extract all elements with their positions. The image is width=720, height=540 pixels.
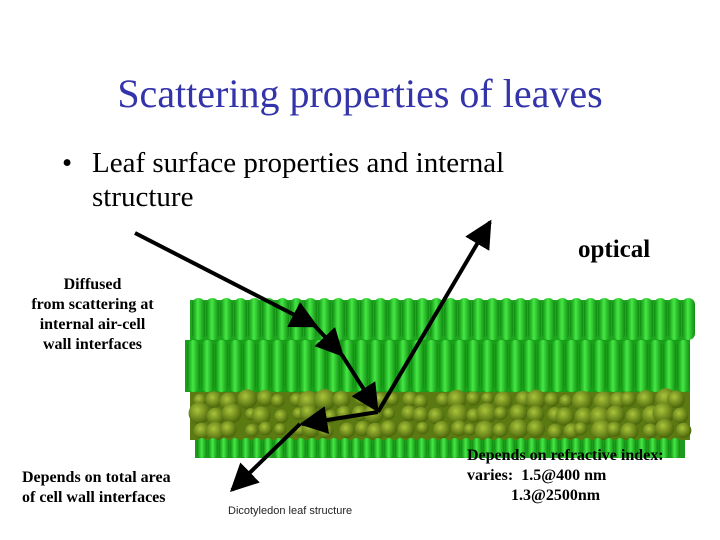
palisade-cell bbox=[313, 340, 326, 392]
palisade-cell bbox=[362, 438, 372, 458]
palisade-cell bbox=[663, 340, 676, 392]
palisade-cell bbox=[584, 298, 597, 340]
palisade-cell bbox=[417, 438, 427, 458]
diffused-line: from scattering at bbox=[31, 296, 154, 313]
mesophyll-cell bbox=[481, 392, 493, 404]
palisade-cell bbox=[621, 340, 634, 392]
mesophyll-cell bbox=[527, 420, 545, 438]
mesophyll-cell bbox=[464, 423, 476, 435]
mesophyll-cell bbox=[494, 406, 508, 420]
diffused-note bbox=[5, 275, 180, 355]
mesophyll-cell bbox=[189, 402, 211, 424]
mesophyll-cell bbox=[339, 422, 355, 438]
palisade-cell bbox=[453, 340, 466, 392]
palisade-cell bbox=[406, 438, 416, 458]
palisade-cell bbox=[444, 298, 457, 340]
palisade-cell bbox=[285, 438, 295, 458]
palisade-cell bbox=[215, 340, 228, 392]
palisade-cell bbox=[607, 340, 620, 392]
lower-palisade-layer bbox=[185, 340, 690, 392]
palisade-cell bbox=[640, 298, 653, 340]
palisade-cell bbox=[649, 340, 662, 392]
spongy-mesophyll-layer bbox=[189, 388, 692, 441]
palisade-cell bbox=[395, 438, 405, 458]
palisade-cell bbox=[509, 340, 522, 392]
palisade-cell bbox=[495, 340, 508, 392]
palisade-cell bbox=[248, 298, 261, 340]
palisade-cell bbox=[252, 438, 262, 458]
mesophyll-cell bbox=[655, 419, 674, 438]
mesophyll-cell bbox=[333, 391, 351, 409]
palisade-cell bbox=[369, 340, 382, 392]
palisade-cell bbox=[197, 438, 207, 458]
mesophyll-cell bbox=[220, 421, 237, 438]
mesophyll-cell bbox=[222, 404, 242, 424]
bullet-text: Leaf surface properties and internal structure bbox=[92, 147, 505, 213]
palisade-cell bbox=[612, 298, 625, 340]
mesophyll-cell bbox=[547, 424, 563, 440]
palisade-cell bbox=[187, 340, 200, 392]
palisade-cell bbox=[635, 340, 648, 392]
palisade-cell bbox=[241, 438, 251, 458]
palisade-cell bbox=[565, 340, 578, 392]
palisade-cell bbox=[243, 340, 256, 392]
mesophyll-cell bbox=[433, 421, 451, 439]
mesophyll-cell bbox=[606, 405, 625, 424]
mesophyll-cell bbox=[274, 423, 286, 435]
palisade-cell bbox=[598, 298, 611, 340]
cell-area-note bbox=[22, 468, 171, 508]
palisade-cell bbox=[450, 438, 460, 458]
mesophyll-cell bbox=[559, 394, 572, 407]
mesophyll-cell bbox=[416, 422, 429, 435]
palisade-cell bbox=[481, 340, 494, 392]
palisade-cell bbox=[402, 298, 415, 340]
mesophyll-cell bbox=[672, 408, 688, 424]
palisade-cell bbox=[579, 340, 592, 392]
palisade-cell bbox=[514, 298, 527, 340]
palisade-cell bbox=[682, 298, 695, 340]
palisade-cell bbox=[439, 438, 449, 458]
palisade-cell bbox=[234, 298, 247, 340]
palisade-cell bbox=[428, 438, 438, 458]
palisade-cell bbox=[340, 438, 350, 458]
cell-area-line: Depends on total area bbox=[22, 469, 171, 486]
diffused-line: wall interfaces bbox=[42, 336, 143, 353]
mesophyll-cell bbox=[380, 420, 397, 437]
palisade-cell bbox=[230, 438, 240, 458]
palisade-cell bbox=[670, 438, 680, 458]
palisade-cell bbox=[219, 438, 229, 458]
palisade-cell bbox=[425, 340, 438, 392]
palisade-cell bbox=[318, 438, 328, 458]
palisade-cell bbox=[296, 438, 306, 458]
palisade-cell bbox=[556, 298, 569, 340]
mesophyll-cell bbox=[237, 389, 257, 409]
diffused-line: Diffused bbox=[63, 276, 122, 293]
diffused-line: internal air-cell bbox=[39, 316, 146, 333]
mesophyll-cell bbox=[466, 391, 480, 405]
palisade-cell bbox=[384, 438, 394, 458]
slide-title: Scattering properties of leaves bbox=[117, 71, 603, 116]
palisade-cell bbox=[374, 298, 387, 340]
palisade-cell bbox=[542, 298, 555, 340]
mesophyll-cell bbox=[274, 409, 288, 423]
palisade-cell bbox=[551, 340, 564, 392]
mesophyll-cell bbox=[300, 404, 317, 421]
mesophyll-cell bbox=[413, 395, 427, 409]
mesophyll-cell bbox=[620, 392, 636, 408]
refractive-line: 1.3@2500nm bbox=[467, 487, 601, 504]
palisade-cell bbox=[208, 438, 218, 458]
palisade-cell bbox=[329, 438, 339, 458]
mesophyll-cell bbox=[607, 422, 622, 437]
palisade-cell bbox=[654, 298, 667, 340]
refractive-line: varies: 1.5@400 nm bbox=[467, 467, 607, 484]
mesophyll-cell bbox=[493, 423, 508, 438]
palisade-cell bbox=[500, 298, 513, 340]
palisade-cell bbox=[467, 340, 480, 392]
palisade-cell bbox=[351, 438, 361, 458]
mesophyll-cell bbox=[556, 407, 575, 426]
refractive-index-note bbox=[467, 446, 664, 506]
palisade-cell bbox=[388, 298, 401, 340]
figure-caption: Dicotyledon leaf structure bbox=[228, 505, 353, 517]
palisade-cell bbox=[472, 298, 485, 340]
refractive-line: Depends on refractive index: bbox=[467, 447, 664, 464]
palisade-cell bbox=[373, 438, 383, 458]
palisade-cell bbox=[307, 438, 317, 458]
mesophyll-cell bbox=[258, 422, 272, 436]
palisade-cell bbox=[192, 298, 205, 340]
palisade-cell bbox=[626, 298, 639, 340]
palisade-cell bbox=[486, 298, 499, 340]
palisade-cell bbox=[229, 340, 242, 392]
mesophyll-cell bbox=[676, 423, 691, 438]
palisade-cell bbox=[346, 298, 359, 340]
mesophyll-cell bbox=[574, 422, 587, 435]
palisade-cell bbox=[528, 298, 541, 340]
mesophyll-cell bbox=[314, 389, 336, 411]
palisade-cell bbox=[458, 298, 471, 340]
palisade-cell bbox=[220, 298, 233, 340]
mesophyll-cell bbox=[318, 423, 333, 438]
palisade-cell bbox=[570, 298, 583, 340]
palisade-cell bbox=[299, 340, 312, 392]
palisade-cell bbox=[285, 340, 298, 392]
palisade-cell bbox=[523, 340, 536, 392]
bullet-marker: • bbox=[62, 147, 73, 179]
mesophyll-cell bbox=[257, 390, 274, 407]
palisade-cell bbox=[257, 340, 270, 392]
palisade-cell bbox=[206, 298, 219, 340]
palisade-cell bbox=[537, 340, 550, 392]
mesophyll-cell bbox=[544, 392, 559, 407]
mesophyll-cell bbox=[509, 419, 528, 438]
palisade-cell bbox=[332, 298, 345, 340]
optical-label: optical bbox=[578, 236, 651, 263]
palisade-cell bbox=[360, 298, 373, 340]
mesophyll-cell bbox=[620, 423, 638, 441]
palisade-cell bbox=[439, 340, 452, 392]
mesophyll-cell bbox=[397, 421, 414, 438]
palisade-cell bbox=[677, 340, 690, 392]
palisade-cell bbox=[593, 340, 606, 392]
palisade-cell bbox=[271, 340, 284, 392]
palisade-cell bbox=[668, 298, 681, 340]
mesophyll-cell bbox=[271, 394, 285, 408]
mesophyll-cell bbox=[245, 424, 259, 438]
palisade-cell bbox=[201, 340, 214, 392]
mesophyll-cell bbox=[383, 408, 395, 420]
mesophyll-cell bbox=[413, 407, 429, 423]
cell-area-line: of cell wall interfaces bbox=[22, 489, 166, 506]
